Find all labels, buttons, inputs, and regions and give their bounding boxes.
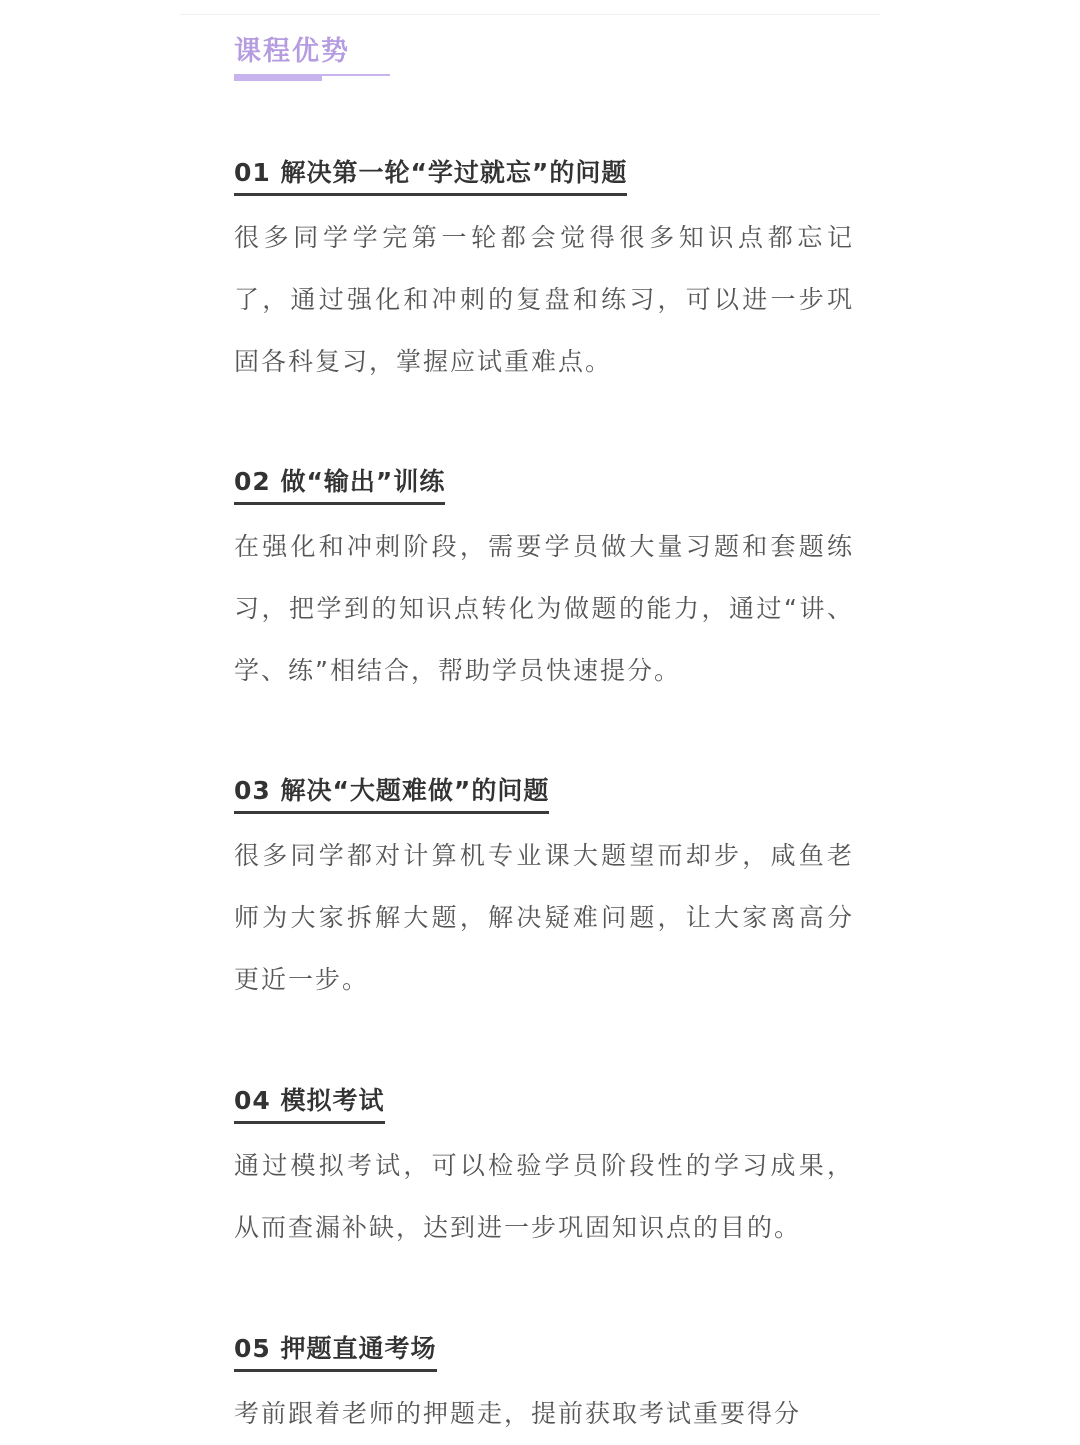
section-02 xyxy=(234,465,854,702)
section-body: 很多同学都对计算机专业课大题望而却步，咸鱼老师为大家拆解大题，解决疑难问题，让大家离高分更近一步。 xyxy=(234,841,854,994)
section-body: 考前跟着老师的押题走，提前获取考试重要得分 xyxy=(234,1399,802,1428)
page-header xyxy=(234,34,390,82)
section-heading: 01 解决第一轮“学过就忘”的问题 xyxy=(234,156,627,196)
title-underline-accent xyxy=(234,76,322,81)
section-body: 在强化和冲刺阶段，需要学员做大量习题和套题练习，把学到的知识点转化为做题的能力，通过“讲、学、练”相结合，帮助学员快速提分。 xyxy=(234,532,854,685)
section-body: 通过模拟考试，可以检验学员阶段性的学习成果，从而查漏补缺，达到进一步巩固知识点的目的。 xyxy=(234,1151,854,1242)
section-body: 很多同学学完第一轮都会觉得很多知识点都忘记了，通过强化和冲刺的复盘和练习，可以进一步巩固各科复习，掌握应试重难点。 xyxy=(234,223,854,376)
top-divider xyxy=(180,14,880,15)
section-heading: 02 做“输出”训练 xyxy=(234,465,445,505)
section-heading: 05 押题直通考场 xyxy=(234,1332,437,1372)
page-title: 课程优势 xyxy=(234,36,350,67)
section-04 xyxy=(234,1084,854,1259)
section-heading: 04 模拟考试 xyxy=(234,1084,385,1124)
section-03 xyxy=(234,774,854,1011)
section-05 xyxy=(234,1332,854,1445)
title-underline xyxy=(234,74,390,82)
section-01 xyxy=(234,156,854,393)
section-heading: 03 解决“大题难做”的问题 xyxy=(234,774,549,814)
